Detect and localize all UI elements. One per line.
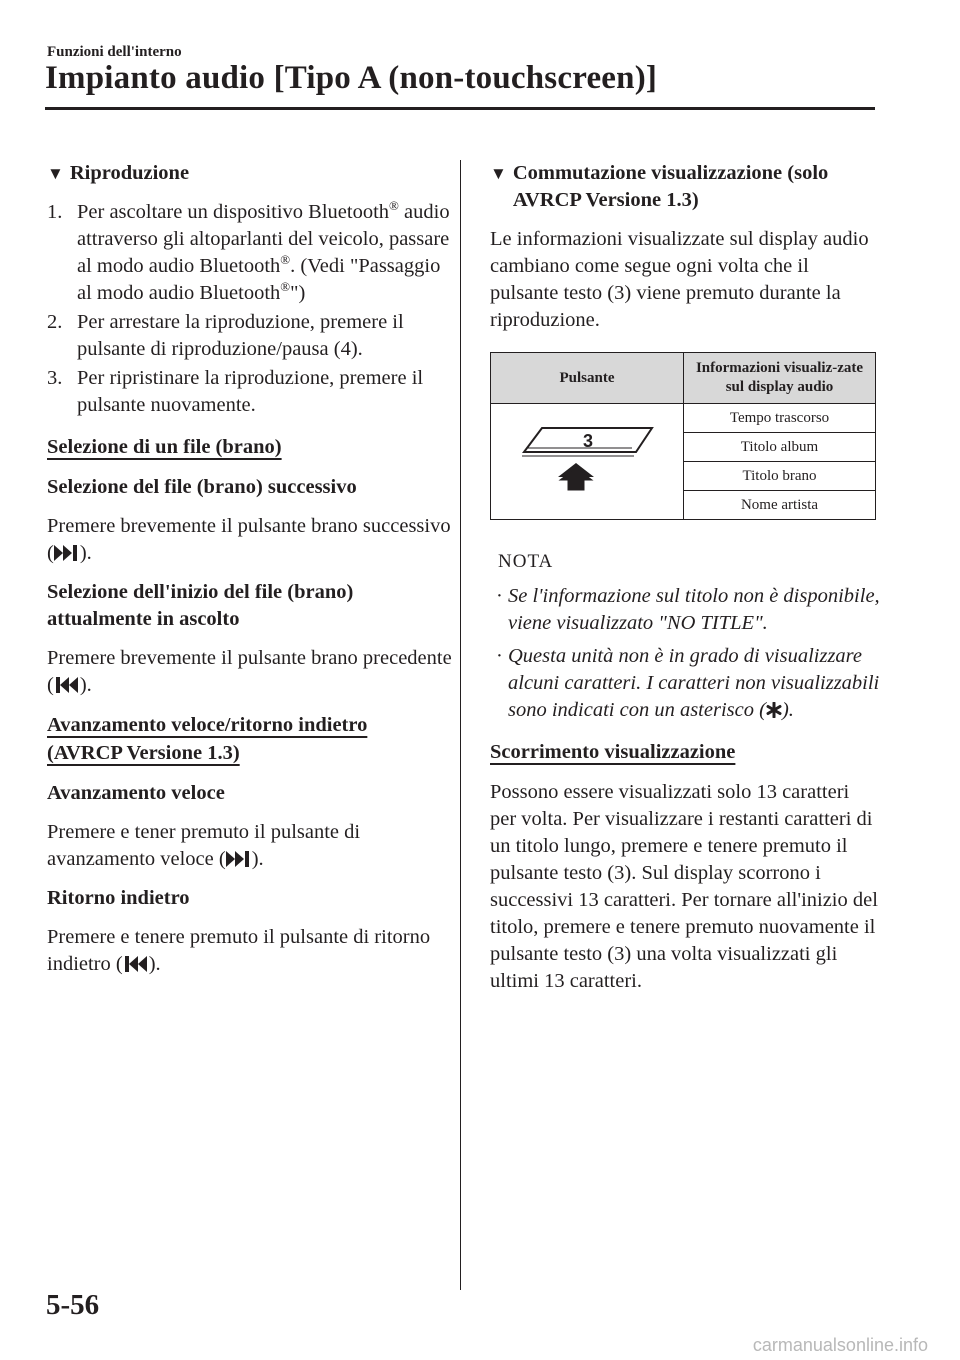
paragraph-fast-forward: Premere e tener premuto il pulsante di avanzamento veloce ( ). <box>47 821 361 870</box>
watermark: carmanualsonline.info <box>752 1335 928 1355</box>
right-column <box>490 160 880 1007</box>
header-divider <box>45 107 875 110</box>
triangle-down-icon: ▼ <box>490 164 507 183</box>
subheading-fast-forward-rewind: Avanzamento veloce/ritorno indietro (AVRCP Versione 1.3) <box>47 714 368 764</box>
paragraph-scroll: Possono essere visualizzati solo 13 caratteri per volta. Per visualizzare i restanti caratteri di un titolo lungo, premere e tenere premuto il pulsante testo (3). Sul display scorrono i successivi 13 caratteri. Per tornare all'inizio del titolo, premere e tenere premuto nuovamente il pulsante testo (3) una volta visualizzati gli ultimi 13 caratteri. <box>490 781 878 992</box>
list-item: 3. Per ripristinare la riproduzione, premere il pulsante nuovamente. <box>47 367 424 416</box>
paragraph-rewind: Premere e tenere premuto il pulsante di ritorno indietro ( ). <box>47 926 431 975</box>
nota-list <box>490 583 880 724</box>
triangle-down-icon: ▼ <box>47 164 64 183</box>
paragraph-next-track: Premere brevemente il pulsante brano successivo ( ). <box>47 515 451 564</box>
subheading-next-track: Selezione del file (brano) successivo <box>47 476 357 498</box>
page-number: 5-56 <box>46 1289 100 1321</box>
button-number-label: 3 <box>582 430 594 451</box>
track-next-icon <box>226 851 252 867</box>
text-button-illustration <box>512 422 662 492</box>
left-column <box>47 160 452 990</box>
table-header-pulsante: Pulsante <box>491 353 684 404</box>
subheading-scorrimento: Scorrimento visualizzazione <box>490 741 736 763</box>
steps-list <box>47 199 452 419</box>
table-row: 3 Tempo trascorso <box>491 404 876 433</box>
section-heading-commutazione: ▼ Commutazione visualizzazione (solo AVRCP Versione 1.3) <box>490 162 829 211</box>
display-info-table <box>490 352 876 520</box>
arrow-up-icon <box>558 463 594 490</box>
table-row: Titolo brano <box>491 462 876 491</box>
subheading-selezione-file: Selezione di un file (brano) <box>47 436 282 458</box>
track-previous-icon <box>54 677 80 693</box>
paragraph-track-start: Premere brevemente il pulsante brano precedente ( ). <box>47 647 452 696</box>
track-next-icon <box>54 545 80 561</box>
asterisk-icon <box>766 702 782 718</box>
table-row: Titolo album <box>491 433 876 462</box>
page-title: Impianto audio [Tipo A (non-touchscreen)] <box>45 60 658 96</box>
nota-label: NOTA <box>498 551 554 572</box>
list-item: · Se l'informazione sul titolo non è disponibile, viene visualizzato "NO TITLE". <box>490 583 880 637</box>
section-heading-riproduzione: ▼ Riproduzione <box>47 160 452 187</box>
paragraph-intro: Le informazioni visualizzate sul display audio cambiano come segue ogni volta che il pulsante testo (3) viene premuto durante la riproduzione. <box>490 228 869 331</box>
table-header-informazioni: Informazioni visualiz-zate sul display audio <box>684 353 876 404</box>
subheading-track-start: Selezione dell'inizio del file (brano) attualmente in ascolto <box>47 581 354 630</box>
table-row: Nome artista <box>491 491 876 520</box>
column-divider <box>460 160 461 1290</box>
list-item: · Questa unità non è in grado di visualizzare alcuni caratteri. I caratteri non visualizzabili sono indicati con un asterisco ( ). <box>490 643 880 724</box>
section-label: Funzioni dell'interno <box>47 44 182 60</box>
subheading-rewind: Ritorno indietro <box>47 887 190 909</box>
list-item: 2. Per arrestare la riproduzione, premere il pulsante di riproduzione/pausa (4). <box>47 311 404 360</box>
subheading-fast-forward: Avanzamento veloce <box>47 782 225 804</box>
button-illustration-cell <box>491 404 684 520</box>
track-previous-icon <box>123 956 149 972</box>
list-item: 1. Per ascoltare un dispositivo Bluetooth® audio attraverso gli altoparlanti del veicolo, passare al modo audio Bluetooth®. (Vedi "Passaggio al modo audio Bluetooth®") <box>47 198 450 304</box>
